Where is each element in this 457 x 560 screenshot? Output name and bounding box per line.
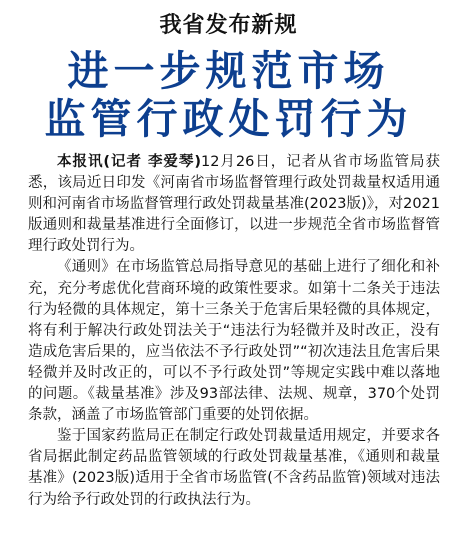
paragraph-3: 鉴于国家药监局正在制定行政处罚裁量适用规定，并要求各省局据此制定药品监管领域的行政处罚裁量基准，《通则和裁量基准》(2023版)适用于全省市场监管(不含药品监管)领域对违法行为给予行政处罚的行政执法行为。 — [28, 428, 440, 508]
headline-line-1: 进一步规范市场 — [67, 47, 390, 95]
headline-line-2: 监管行政处罚行为 — [44, 95, 413, 143]
byline: 本报讯(记者 李爱琴) — [57, 154, 202, 170]
paragraph-2: 《通则》在市场监管总局指导意见的基础上进行了细化和补充，充分考虑优化营商环境的政策性要求。如第十二条关于违法行为轻微的具体规定，第十三条关于危害后果轻微的具体规定，将有利于解决行政处罚法关于“违法行为轻微并及时改正，没有造成危害后果的，应当依法不予行政处罚”“初次违法且危害后果轻微并及时改正的，可以不予行政处罚”等规定实践中难以落地的问题。《裁量基准》涉及93部法律、法规、规章，370个处罚条款，涵盖了市场监管部门重要的处罚依据。 — [28, 259, 440, 424]
article-body — [28, 152, 440, 511]
paragraph-1 — [28, 152, 440, 257]
paragraph-1-text: 12月26日，记者从省市场监管局获悉，该局近日印发《河南省市场监督管理行政处罚裁量权适用通则和河南省市场监督管理行政处罚裁量基准(2023版)》，对2021版通则和裁量基准进行全面修订，以进一步规范全省市场监督管理行政处罚行为。 — [28, 154, 440, 255]
kicker-title: 我省发布新规 — [159, 13, 298, 38]
